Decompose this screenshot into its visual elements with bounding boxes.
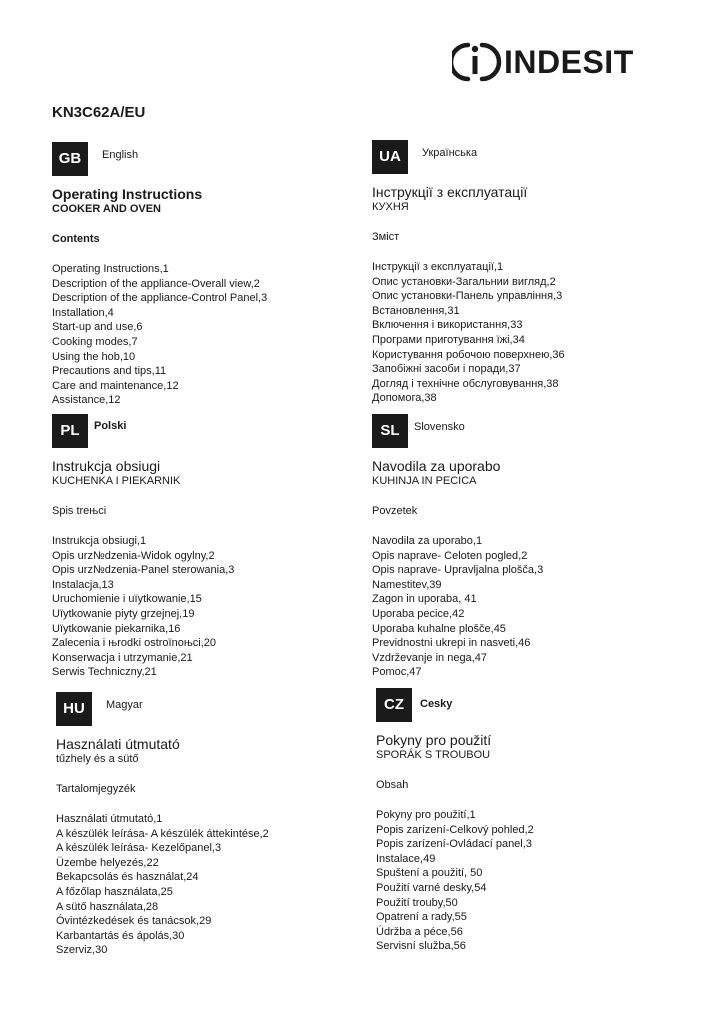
contents-item: A készülék leírása- A készülék áttekintése,2 (56, 827, 269, 840)
contents-item: Opis naprave- Celoten pogled,2 (372, 549, 528, 562)
contents-item: Care and maintenance,12 (52, 379, 179, 392)
contents-item: Start-up and use,6 (52, 321, 143, 334)
contents-item: Запобіжні засоби і поради,37 (372, 363, 521, 376)
contents-heading: Spis treњci (52, 505, 107, 517)
contents-item: Konserwacja i utrzymanie,21 (52, 651, 193, 664)
section-subtitle: SPORÁK S TROUBOU (376, 749, 491, 761)
contents-item: Cooking modes,7 (52, 335, 138, 348)
contents-item: Zalecenia i њrodki ostroїnoњci,20 (52, 637, 217, 650)
contents-item: Опис установки-Загальнии вигляд,2 (372, 275, 556, 288)
language-name: English (102, 149, 139, 161)
language-name: Українська (422, 147, 478, 159)
contents-item: Встановлення,31 (372, 304, 460, 317)
section-title: Pokyny pro použití (376, 732, 492, 748)
contents-heading: Contents (52, 233, 100, 245)
contents-item: Opis urz№dzenia-Panel sterowania,3 (52, 564, 235, 577)
section-gb (52, 142, 372, 408)
language-name: Slovensko (414, 421, 465, 433)
contents-item: Operating Instructions,1 (52, 263, 169, 275)
contents-item: Допомога,38 (372, 392, 437, 405)
section-sl (372, 414, 692, 680)
language-name: Polski (94, 420, 127, 432)
contents-item: Namestitev,39 (372, 578, 442, 591)
section-title: Használati útmutató (56, 736, 180, 752)
language-name: Magyar (106, 699, 143, 711)
contents-item: Користування робочою поверхнею,36 (372, 348, 565, 361)
contents-item: Vzdrževanje in nega,47 (372, 651, 487, 664)
section-subtitle: KUCHENKA I PIEKARNIK (52, 475, 181, 487)
contents-item: Použití varné desky,54 (376, 881, 487, 894)
section-pl (52, 414, 372, 680)
contents-item: Zagon in uporaba, 41 (372, 593, 477, 606)
contents-item: Pomoc,47 (372, 666, 422, 679)
contents-item: Description of the appliance-Control Panel,3 (52, 292, 268, 305)
language-badge-pl: PL (52, 414, 88, 448)
section-ua (372, 140, 692, 406)
contents-item: Uporaba pecice,42 (372, 607, 465, 620)
contents-item: Opis urz№dzenia-Widok ogylny,2 (52, 549, 215, 562)
indesit-logo (452, 36, 632, 88)
contents-heading: Tartalomjegyzék (56, 783, 136, 795)
contents-item: Previdnostni ukrepi in nasveti,46 (372, 637, 531, 650)
contents-item: Uporaba kuhalne plošče,45 (372, 622, 506, 635)
contents-item: Óvintézkedések és tanácsok,29 (56, 915, 212, 928)
contents-item: Включення і використання,33 (372, 319, 523, 332)
model-number: KN3C62A/EU (52, 104, 146, 121)
contents-item: Popis zarízení-Celkový pohled,2 (376, 823, 534, 836)
contents-list (52, 262, 372, 408)
contents-item: Description of the appliance-Overall view,2 (52, 277, 260, 290)
contents-item: Használati útmutató,1 (56, 813, 163, 825)
contents-list (52, 534, 372, 680)
contents-item: Opis naprave- Upravljalna plošča,3 (372, 564, 544, 577)
contents-heading: Зміст (372, 231, 400, 243)
contents-item: Navodila za uporabo,1 (372, 535, 483, 547)
contents-item: Instalace,49 (376, 852, 436, 865)
section-title: Інструкції з експлуатації (372, 184, 528, 200)
indesit-logo-icon (452, 36, 502, 88)
contents-item: Pokyny pro použití,1 (376, 809, 476, 821)
contents-item: Použití trouby,50 (376, 896, 458, 909)
section-title: Navodila za uporabo (372, 458, 501, 474)
section-hu (56, 692, 376, 958)
contents-item: Üzembe helyezés,22 (56, 856, 159, 869)
contents-item: Uїytkowanie piyty grzejnej,19 (52, 607, 195, 620)
contents-item: Servisní služba,56 (376, 940, 466, 953)
contents-item: Údržba a péce,56 (376, 925, 463, 938)
section-cz (376, 688, 696, 954)
contents-list (372, 534, 692, 680)
contents-item: Uїytkowanie piekarnika,16 (52, 622, 181, 635)
language-badge-cz: CZ (376, 688, 412, 722)
contents-item: Bekapcsolás és használat,24 (56, 871, 199, 884)
contents-item: Догляд і технічне обслуговування,38 (372, 377, 559, 390)
language-badge-gb: GB (52, 142, 88, 176)
section-subtitle: COOKER AND OVEN (52, 203, 161, 215)
contents-item: Spuštení a použití, 50 (376, 867, 483, 880)
contents-item: Serwis Techniczny,21 (52, 666, 157, 679)
contents-item: Using the hob,10 (52, 350, 136, 363)
contents-item: A főzőlap használata,25 (56, 885, 173, 898)
contents-item: Uruchomienie i uїytkowanie,15 (52, 593, 202, 606)
contents-item: Програми приготування їжі,34 (372, 333, 525, 346)
contents-item: A sütő használata,28 (56, 900, 159, 913)
contents-item: Popis zarízení-Ovládací panel,3 (376, 838, 532, 851)
section-subtitle: tűzhely és a sütő (56, 753, 139, 765)
contents-item: Precautions and tips,11 (52, 365, 167, 378)
contents-item: Opatrení a rady,55 (376, 911, 467, 924)
contents-list (376, 808, 696, 954)
section-title: Instrukcja obsiugi (52, 458, 161, 474)
section-title: Operating Instructions (52, 186, 203, 202)
section-subtitle: КУХНЯ (372, 201, 409, 213)
contents-item: Karbantartás és ápolás,30 (56, 929, 185, 942)
language-badge-ua: UA (372, 140, 408, 174)
contents-item: Szerviz,30 (56, 944, 108, 957)
contents-item: A készülék leírása- Kezelőpanel,3 (56, 842, 222, 855)
section-subtitle: KUHINJA IN PECICA (372, 475, 477, 487)
contents-heading: Povzetek (372, 505, 418, 517)
contents-item: Installation,4 (52, 306, 114, 319)
brand-name: INDESIT (504, 44, 634, 80)
language-badge-sl: SL (372, 414, 408, 448)
contents-list (56, 812, 376, 958)
contents-list (372, 260, 692, 406)
language-badge-hu: HU (56, 692, 92, 726)
contents-item: Instrukcja obsiugi,1 (52, 535, 147, 547)
contents-item: Assistance,12 (52, 394, 121, 407)
contents-item: Instalacja,13 (52, 578, 114, 591)
contents-item: Опис установки-Панель управління,3 (372, 290, 563, 303)
contents-item: Інструкції з експлуатації,1 (372, 261, 504, 273)
contents-heading: Obsah (376, 779, 409, 791)
language-name: Cesky (420, 698, 453, 710)
